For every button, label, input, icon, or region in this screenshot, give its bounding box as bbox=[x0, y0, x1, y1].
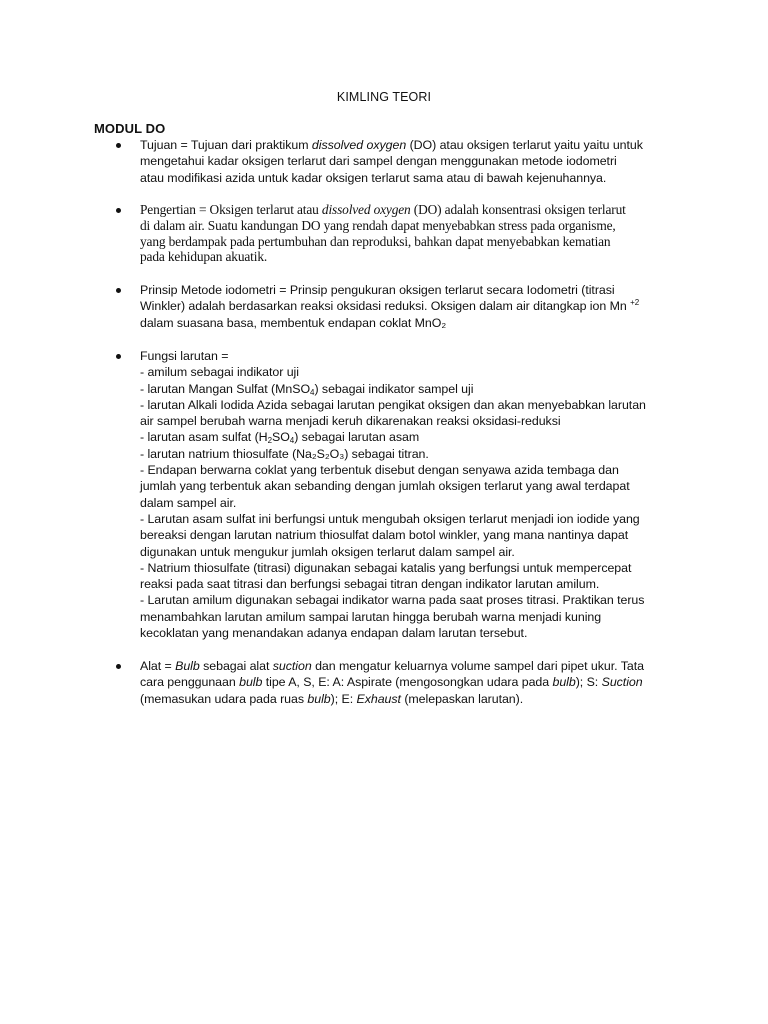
text-line: dalam sampel air. bbox=[140, 495, 237, 510]
text-line: pada kehidupan akuatik. bbox=[140, 249, 268, 265]
list-item-prinsip bbox=[140, 282, 680, 331]
text-line: jumlah yang terbentuk akan sebanding dengan jumlah oksigen terlarut yang awal terdapat bbox=[140, 479, 630, 494]
text-line: di dalam air. Suatu kandungan DO yang rendah dapat menyebabkan stress pada organisme, bbox=[140, 217, 616, 233]
text-line: reaksi pada saat titrasi dan berfungsi sebagai titran dengan indikator larutan amilum. bbox=[140, 577, 600, 592]
text-line: Tujuan = Tujuan dari praktikum dissolved oxygen (DO) atau oksigen terlarut yaitu yaitu untuk bbox=[140, 138, 643, 152]
list-item-tujuan bbox=[140, 137, 680, 186]
text-line: - Larutan amilum digunakan sebagai indikator warna pada saat proses titrasi. Praktikan terus bbox=[140, 593, 645, 608]
bullet-icon bbox=[116, 288, 121, 293]
text-line: cara penggunaan bulb tipe A, S, E: A: Aspirate (mengosongkan udara pada bulb); S: Suction bbox=[140, 675, 643, 690]
text-line: Winkler) adalah berdasarkan reaksi oksidasi reduksi. Oksigen dalam air ditangkap ion Mn $^{+2}$ bbox=[140, 298, 640, 314]
text-line: Pengertian = Oksigen terlarut atau dissolved oxygen (DO) adalah konsentrasi oksigen terlarut bbox=[140, 202, 626, 217]
bullet-icon bbox=[116, 208, 121, 213]
bullet-icon bbox=[116, 354, 121, 359]
text-line: - larutan asam sulfat $(H_2SO_4)$ sebagai larutan asam bbox=[140, 430, 420, 446]
text-line: kecoklatan yang menandakan adanya endapan dalam larutan tersebut. bbox=[140, 626, 528, 641]
section-heading: MODUL DO bbox=[94, 121, 166, 136]
text-line: Alat = Bulb sebagai alat suction dan mengatur keluarnya volume sampel dari pipet ukur. Tata bbox=[140, 659, 644, 673]
text-line: - Natrium thiosulfate (titrasi) digunakan sebagai katalis yang berfungsi untuk mempercepat bbox=[140, 560, 632, 575]
text-line: Prinsip Metode iodometri = Prinsip pengukuran oksigen terlarut secara Iodometri (titrasi bbox=[140, 283, 615, 297]
text-line: atau modifikasi azida untuk kadar oksigen terlarut sama atau di bawah kejenuhannya. bbox=[140, 170, 607, 185]
text-line: (memasukan udara pada ruas bulb); E: Exhaust (melepaskan larutan). bbox=[140, 691, 524, 706]
text-line: - larutan natrium thiosulfate (Na₂S₂O₃) sebagai titran. bbox=[140, 446, 429, 461]
text-line: air sampel berubah warna menjadi keruh dikarenakan reaksi oksidasi-reduksi bbox=[140, 414, 561, 429]
text-line: - larutan Mangan Sulfat (MnSO$_4$) sebagai indikator sampel uji bbox=[140, 381, 474, 397]
text-line: bereaksi dengan larutan natrium thiosulfat dalam botol winkler, yang mana nantinya dapat bbox=[140, 528, 629, 543]
text-line: Fungsi larutan = bbox=[140, 349, 229, 363]
text-line: mengetahui kadar oksigen terlarut dari sampel dengan menggunakan metode iodometri bbox=[140, 154, 617, 169]
text-line: digunakan untuk mengukur jumlah oksigen terlarut dalam sampel air. bbox=[140, 544, 515, 559]
list-item-pengertian bbox=[140, 202, 680, 265]
text-line: yang berdampak pada pertumbuhan dan reproduksi, bahkan dapat menyebabkan kematian bbox=[140, 233, 611, 249]
text-line: menambahkan larutan amilum sampai larutan hingga berubah warna menjadi kuning bbox=[140, 609, 602, 624]
text-line: dalam suasana basa, membentuk endapan coklat MnO₂ bbox=[140, 315, 447, 330]
text-line: - Endapan berwarna coklat yang terbentuk disebut dengan senyawa azida tembaga dan bbox=[140, 463, 619, 478]
text-line: - amilum sebagai indikator uji bbox=[140, 365, 299, 380]
text-line: - larutan Alkali Iodida Azida sebagai larutan pengikat oksigen dan akan menyebabkan larutan bbox=[140, 397, 646, 412]
text-line: - Larutan asam sulfat ini berfungsi untuk mengubah oksigen terlarut menjadi ion iodide yang bbox=[140, 511, 640, 526]
bullet-icon bbox=[116, 664, 121, 669]
list-item-fungsi bbox=[140, 348, 680, 641]
bullet-icon bbox=[116, 143, 121, 148]
list-item-alat bbox=[140, 658, 680, 707]
document-title: KIMLING TEORI bbox=[336, 90, 432, 104]
